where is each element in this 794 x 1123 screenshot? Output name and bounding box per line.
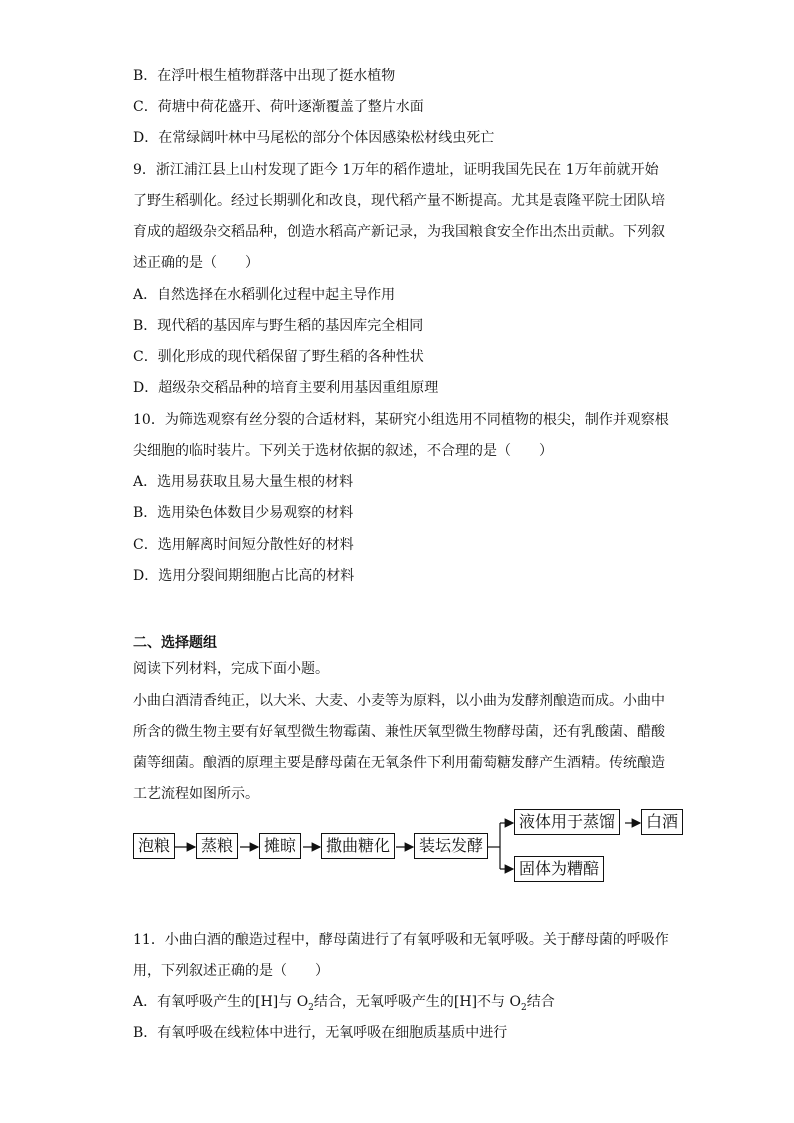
material-line: 工艺流程如图所示。 <box>133 786 259 802</box>
q11-stem-line: 11．小曲白酒的酿造过程中，酵母菌进行了有氧呼吸和无氧呼吸。关于酵母菌的呼吸作 <box>133 932 669 948</box>
q10-option-a: A．选用易获取且易大量生根的材料 <box>133 474 354 490</box>
q9-stem-line: 9．浙江浦江县上山村发现了距今 1万年的稻作遗址，证明我国先民在 1万年前就开始 <box>133 162 659 178</box>
step-soak-grain: 泡粮 <box>133 833 175 859</box>
branch-solid: 固体为糟醅 <box>514 856 604 882</box>
q8-option-d: D．在常绿阔叶林中马尾松的部分个体因感染松材线虫死亡 <box>133 130 495 146</box>
q10-option-d: D．选用分裂间期细胞占比高的材料 <box>133 568 355 584</box>
section-intro: 阅读下列材料，完成下面小题。 <box>133 661 329 677</box>
material-line: 所含的微生物主要有好氧型微生物霉菌、兼性厌氧型微生物酵母菌，还有乳酸菌、醋酸 <box>133 724 665 740</box>
product-liquor: 白酒 <box>641 809 683 835</box>
q9-stem-line: 述正确的是（ ） <box>133 255 259 271</box>
q8-option-c: C．荷塘中荷花盛开、荷叶逐渐覆盖了整片水面 <box>133 99 424 115</box>
material-line: 菌等细菌。酿酒的原理主要是酵母菌在无氧条件下利用葡萄糖发酵产生酒精。传统酿造 <box>133 755 665 771</box>
q9-stem-line: 了野生稻驯化。经过长期驯化和改良，现代稻产量不断提高。尤其是袁隆平院士团队培 <box>133 193 665 209</box>
q9-option-b: B．现代稻的基因库与野生稻的基因库完全相同 <box>133 318 424 334</box>
q11-option-b: B．有氧呼吸在线粒体中进行，无氧呼吸在细胞质基质中进行 <box>133 1025 508 1041</box>
q9-option-a: A．自然选择在水稻驯化过程中起主导作用 <box>133 287 396 303</box>
step-steam-grain: 蒸粮 <box>196 833 238 859</box>
q11-stem-line: 用，下列叙述正确的是（ ） <box>133 963 329 979</box>
branch-liquid: 液体用于蒸馏 <box>514 809 620 835</box>
q10-stem-line: 10．为筛选观察有丝分裂的合适材料，某研究小组选用不同植物的根尖，制作并观察根 <box>133 412 669 428</box>
material-line: 小曲白酒清香纯正，以大米、大麦、小麦等为原料，以小曲为发酵剂酿造而成。小曲中 <box>133 693 665 709</box>
q8-option-b: B．在浮叶根生植物群落中出现了挺水植物 <box>133 68 396 84</box>
process-flowchart <box>133 805 693 885</box>
step-spread-cool: 摊晾 <box>259 833 301 859</box>
step-saccharify: 撒曲糖化 <box>321 833 395 859</box>
q9-option-d: D．超级杂交稻品种的培育主要利用基因重组原理 <box>133 380 439 396</box>
q10-option-c: C．选用解离时间短分散性好的材料 <box>133 537 354 553</box>
q11-option-a: A．有氧呼吸产生的[H]与 $O_2$结合，无氧呼吸产生的[H]不与 $O_2$结合 <box>133 994 555 1013</box>
q9-stem-line: 育成的超级杂交稻品种，创造水稻高产新记录，为我国粮食安全作出杰出贡献。下列叙 <box>133 224 665 240</box>
q10-stem-line: 尖细胞的临时装片。下列关于选材依据的叙述，不合理的是（ ） <box>133 443 553 459</box>
section-heading: 二、选择题组 <box>133 635 217 651</box>
q10-option-b: B．选用染色体数目少易观察的材料 <box>133 505 354 521</box>
step-ferment: 装坛发酵 <box>414 833 488 859</box>
q9-option-c: C．驯化形成的现代稻保留了野生稻的各种性状 <box>133 349 424 365</box>
